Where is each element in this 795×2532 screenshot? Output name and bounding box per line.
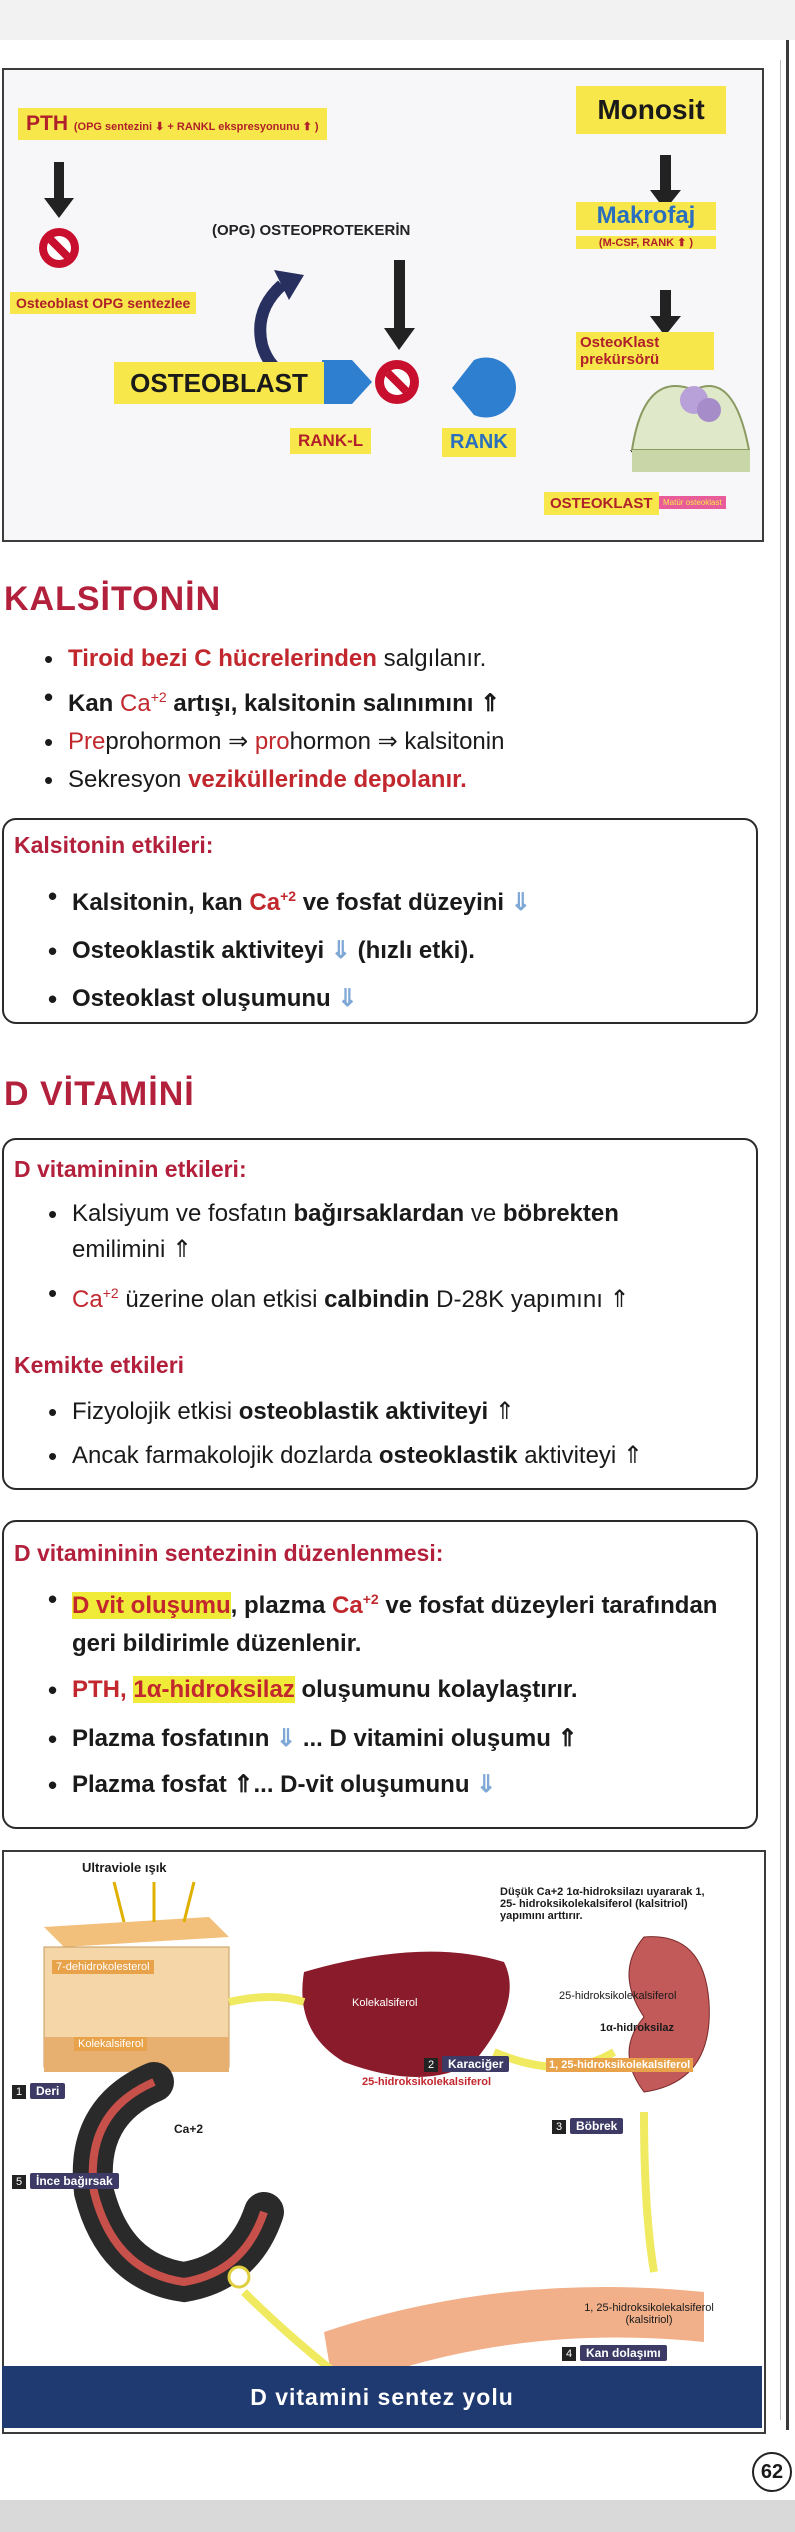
calcium-label: Ca+2 — [174, 2122, 204, 2136]
top-margin-strip — [0, 0, 795, 40]
makrofaj-sub: (M-CSF, RANK ⬆ ) — [576, 236, 716, 249]
dihydroxy-label: 1, 25-hidroksikolekalsiferol — [546, 2058, 693, 2072]
kalsitonin-item-2: • Kan $Ca^{+2}$ artışı, kalsitonin salınımını ⇑ — [40, 678, 760, 723]
kalsitonin-effects-title: Kalsitonin etkileri: — [14, 832, 214, 858]
dvit-regulation-box — [2, 1520, 758, 1829]
bone-effects-list — [44, 1390, 750, 1478]
page-edge-rule — [786, 40, 789, 2430]
regulation-item-4: • Plazma fosfat ⇑... D-vit oluşumunu ⇓ — [44, 1761, 750, 1809]
pth-detail: (OPG sentezini ⬇ + RANKL ekspresyonunu ⬆ ) — [73, 121, 319, 133]
makrofaj-label: Makrofaj — [576, 202, 716, 230]
ince-bagirsak-tag: 5 İnce bağırsak — [12, 2172, 119, 2190]
dvit-regulation-list — [44, 1580, 750, 1809]
low-calcium-note: Düşük Ca+2 1α-hidroksilazı uyararak 1, 25- hidroksikolekalsiferol (kalsitriol) yapımını arttırır. — [500, 1886, 705, 1922]
hydroxy-25-label: 25-hidroksikolekalsiferol — [362, 2076, 491, 2088]
pth-label: PTH — [26, 112, 68, 135]
page-number: 62 — [752, 2452, 792, 2492]
regulation-item-2: • PTH, 1α-hidroksilaz oluşumunu kolaylaştırır. — [44, 1663, 750, 1717]
bone-remodeling-figure — [2, 68, 764, 542]
rankl-label: RANK-L — [290, 428, 371, 454]
dvit-effect-2: • $Ca^{+2}$ üzerine olan etkisi calbindin D-28K yapımını ⇑ — [44, 1268, 750, 1325]
kan-dolasimi-tag: 4 Kan dolaşımı — [562, 2344, 667, 2362]
bobrek-tag: 3 Böbrek — [552, 2117, 623, 2135]
kidney-top-label: 25-hidroksikolekalsiferol — [559, 1990, 677, 2002]
regulation-item-1: • D vit oluşumu, plazma $Ca^{+2}$ ve fosfat düzeyleri tarafından geri bildirimle düzenlenir. — [44, 1580, 750, 1663]
monosit-label: Monosit — [576, 86, 726, 134]
mature-osteoclast-tag: Matür osteoklast — [659, 496, 726, 509]
dehidrokolesterol-label: 7-dehidrokolesterol — [52, 1960, 154, 1974]
opg-label: (OPG) OSTEOPROTEKERİN — [212, 222, 411, 239]
kalsitonin-list — [40, 640, 760, 799]
page-edge-rule-light — [780, 60, 781, 2420]
karaciger-tag: 2 Karaciğer — [424, 2055, 509, 2073]
osteoblast-label: OSTEOBLAST — [114, 362, 324, 404]
kalsitonin-effects-list — [44, 872, 744, 1023]
kalsitonin-heading: KALSİTONİN — [4, 580, 222, 618]
kolekalsiferol-liver-label: Kolekalsiferol — [352, 1997, 418, 2009]
dvit-regulation-title: D vitamininin sentezinin düzenlenmesi: — [14, 1540, 444, 1566]
kalsitonin-item-4: • Sekresyon veziküllerinde depolanır. — [40, 761, 760, 799]
osteoblast-opg-label: Osteoblast OPG sentezlee — [10, 292, 196, 314]
kalsitonin-effect-1: • Kalsitonin, kan $Ca^{+2}$ ve fosfat düzeyini ⇓ — [44, 872, 744, 927]
dvit-effects-list — [44, 1196, 750, 1325]
rank-label: RANK — [442, 428, 516, 457]
regulation-item-3: • Plazma fosfatının ⇓ ... D vitamini oluşumu ⇑ — [44, 1717, 750, 1761]
figure-caption: D vitamini sentez yolu — [2, 2366, 762, 2428]
kolekalsiferol-skin-label: Kolekalsiferol — [74, 2037, 147, 2051]
pth-label-box — [18, 108, 327, 140]
bottom-margin-strip — [0, 2500, 795, 2532]
bone-effect-2: • Ancak farmakolojik dozlarda osteoklastik aktiviteyi ⇑ — [44, 1434, 750, 1478]
dvit-effects-box — [2, 1138, 758, 1490]
deri-tag: 1 Deri — [12, 2082, 65, 2100]
hidroksilaz-label: 1α-hidroksilaz — [600, 2022, 675, 2034]
kalsitonin-item-1: • Tiroid bezi C hücrelerinden salgılanır. — [40, 640, 760, 678]
kalsitonin-item-3: • Preprohormon ⇒ prohormon ⇒ kalsitonin — [40, 723, 760, 761]
osteoklast-prekursor-label: OsteoKlast prekürsörü — [576, 332, 714, 370]
vitamin-d-synthesis-figure — [2, 1850, 766, 2434]
uv-light-label: Ultraviole ışık — [82, 1860, 167, 1875]
bone-effect-1: • Fizyolojik etkisi osteoblastik aktiviteyi ⇑ — [44, 1390, 750, 1434]
dvit-effects-title: D vitamininin etkileri: — [14, 1156, 247, 1182]
osteoklast-label: OSTEOKLAST — [544, 492, 659, 515]
dvit-effect-1: • Kalsiyum ve fosfatın bağırsaklardan ve böbrekten emilimini ⇑ — [44, 1196, 750, 1268]
kalsitonin-effect-3: • Osteoklast oluşumunu ⇓ — [44, 975, 744, 1023]
kalsitonin-effect-2: • Osteoklastik aktiviteyi ⇓ (hızlı etki). — [44, 927, 744, 975]
bone-effects-subtitle: Kemikte etkileri — [14, 1352, 185, 1378]
kalsitriol-label: 1, 25-hidroksikolekalsiferol (kalsitriol) — [584, 2302, 714, 2326]
dvit-heading: D VİTAMİNİ — [4, 1075, 195, 1113]
kalsitonin-effects-box — [2, 818, 758, 1024]
